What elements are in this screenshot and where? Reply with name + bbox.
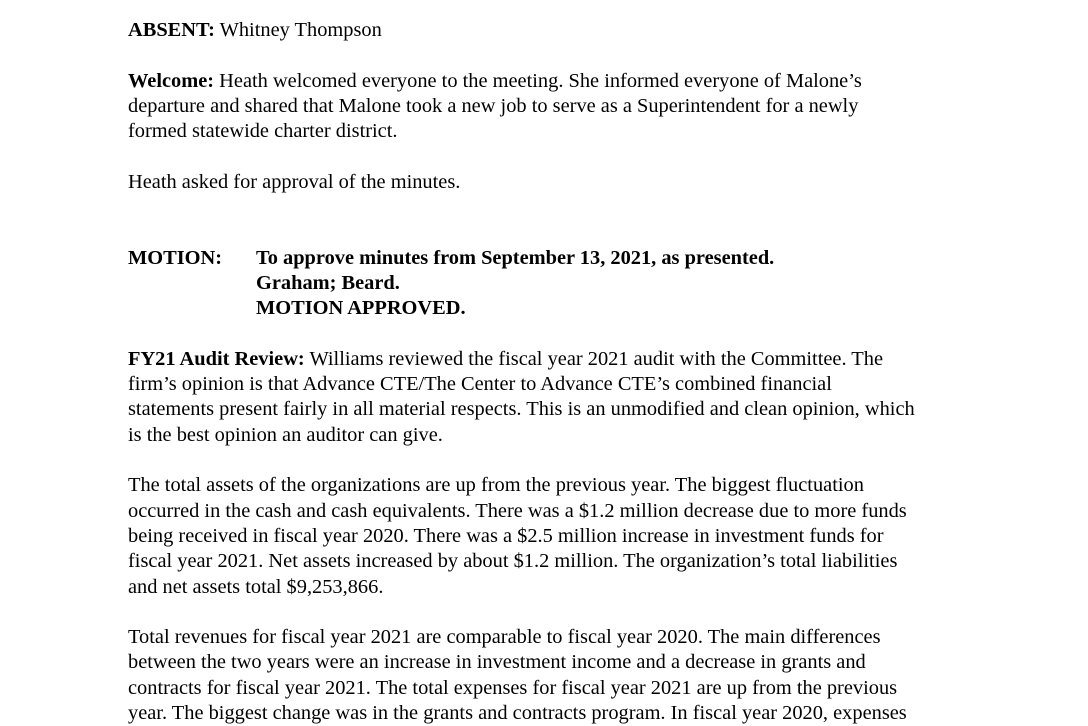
- motion-result: MOTION APPROVED.: [256, 297, 466, 320]
- revenues-line-4: year. The biggest change was in the grants and contracts program. In fiscal year 2020, expenses: [128, 702, 907, 725]
- assets-paragraph: [128, 473, 968, 599]
- welcome-line-2: departure and shared that Malone took a new job to serve as a Superintendent for a newly: [128, 94, 859, 117]
- minutes-page: [128, 18, 968, 726]
- audit-text-1: Williams reviewed the fiscal year 2021 audit with the Committee. The: [309, 347, 883, 370]
- absent-names: Whitney Thompson: [219, 19, 382, 41]
- motion-text: To approve minutes from September 13, 2021, as presented.: [256, 246, 775, 269]
- audit-line-1: [128, 347, 968, 372]
- assets-line-4: fiscal year 2021. Net assets increased by about $1.2 million. The organization’s total liabilities: [128, 550, 898, 573]
- assets-line-3: being received in fiscal year 2020. There was a $2.5 million increase in investment funds for: [128, 524, 884, 547]
- approval-request-paragraph: Heath asked for approval of the minutes.: [128, 170, 461, 193]
- audit-review-paragraph: [128, 347, 968, 448]
- spacer: [128, 195, 968, 246]
- motion-label: MOTION:: [128, 246, 223, 269]
- assets-line-5: and net assets total $9,253,866.: [128, 575, 384, 598]
- spacer: [128, 43, 968, 68]
- motion-block: [128, 246, 968, 322]
- audit-line-4: is the best opinion an auditor can give.: [128, 423, 443, 446]
- absent-paragraph: [128, 18, 968, 43]
- assets-line-2: occurred in the cash and cash equivalents. There was a $1.2 million decrease due to more funds: [128, 499, 907, 522]
- audit-review-label: FY21 Audit Review:: [128, 347, 305, 370]
- assets-line-1: The total assets of the organizations are up from the previous year. The biggest fluctuation: [128, 474, 864, 497]
- motion-movers: Graham; Beard.: [256, 271, 400, 294]
- motion-body: [256, 246, 968, 322]
- revenues-line-3: contracts for fiscal year 2021. The total expenses for fiscal year 2021 are up from the previous: [128, 676, 898, 699]
- spacer: [128, 600, 968, 625]
- revenues-line-2: between the two years were an increase in investment income and a decrease in grants and: [128, 651, 866, 674]
- spacer: [128, 322, 968, 347]
- welcome-paragraph: [128, 69, 968, 145]
- welcome-label: Welcome:: [128, 69, 215, 92]
- audit-line-2: firm’s opinion is that Advance CTE/The Center to Advance CTE’s combined financial: [128, 373, 832, 396]
- welcome-line-1: [128, 69, 968, 94]
- audit-line-3: statements present fairly in all material respects. This is an unmodified and clean opinion, which: [128, 398, 915, 421]
- welcome-line-3: formed statewide charter district.: [128, 120, 398, 143]
- spacer: [128, 144, 968, 169]
- welcome-text-1: Heath welcomed everyone to the meeting. She informed everyone of Malone’s: [219, 69, 862, 92]
- revenues-paragraph: [128, 625, 968, 726]
- spacer: [128, 448, 968, 473]
- absent-label: ABSENT:: [128, 19, 215, 41]
- revenues-line-1: Total revenues for fiscal year 2021 are comparable to fiscal year 2020. The main differences: [128, 626, 881, 649]
